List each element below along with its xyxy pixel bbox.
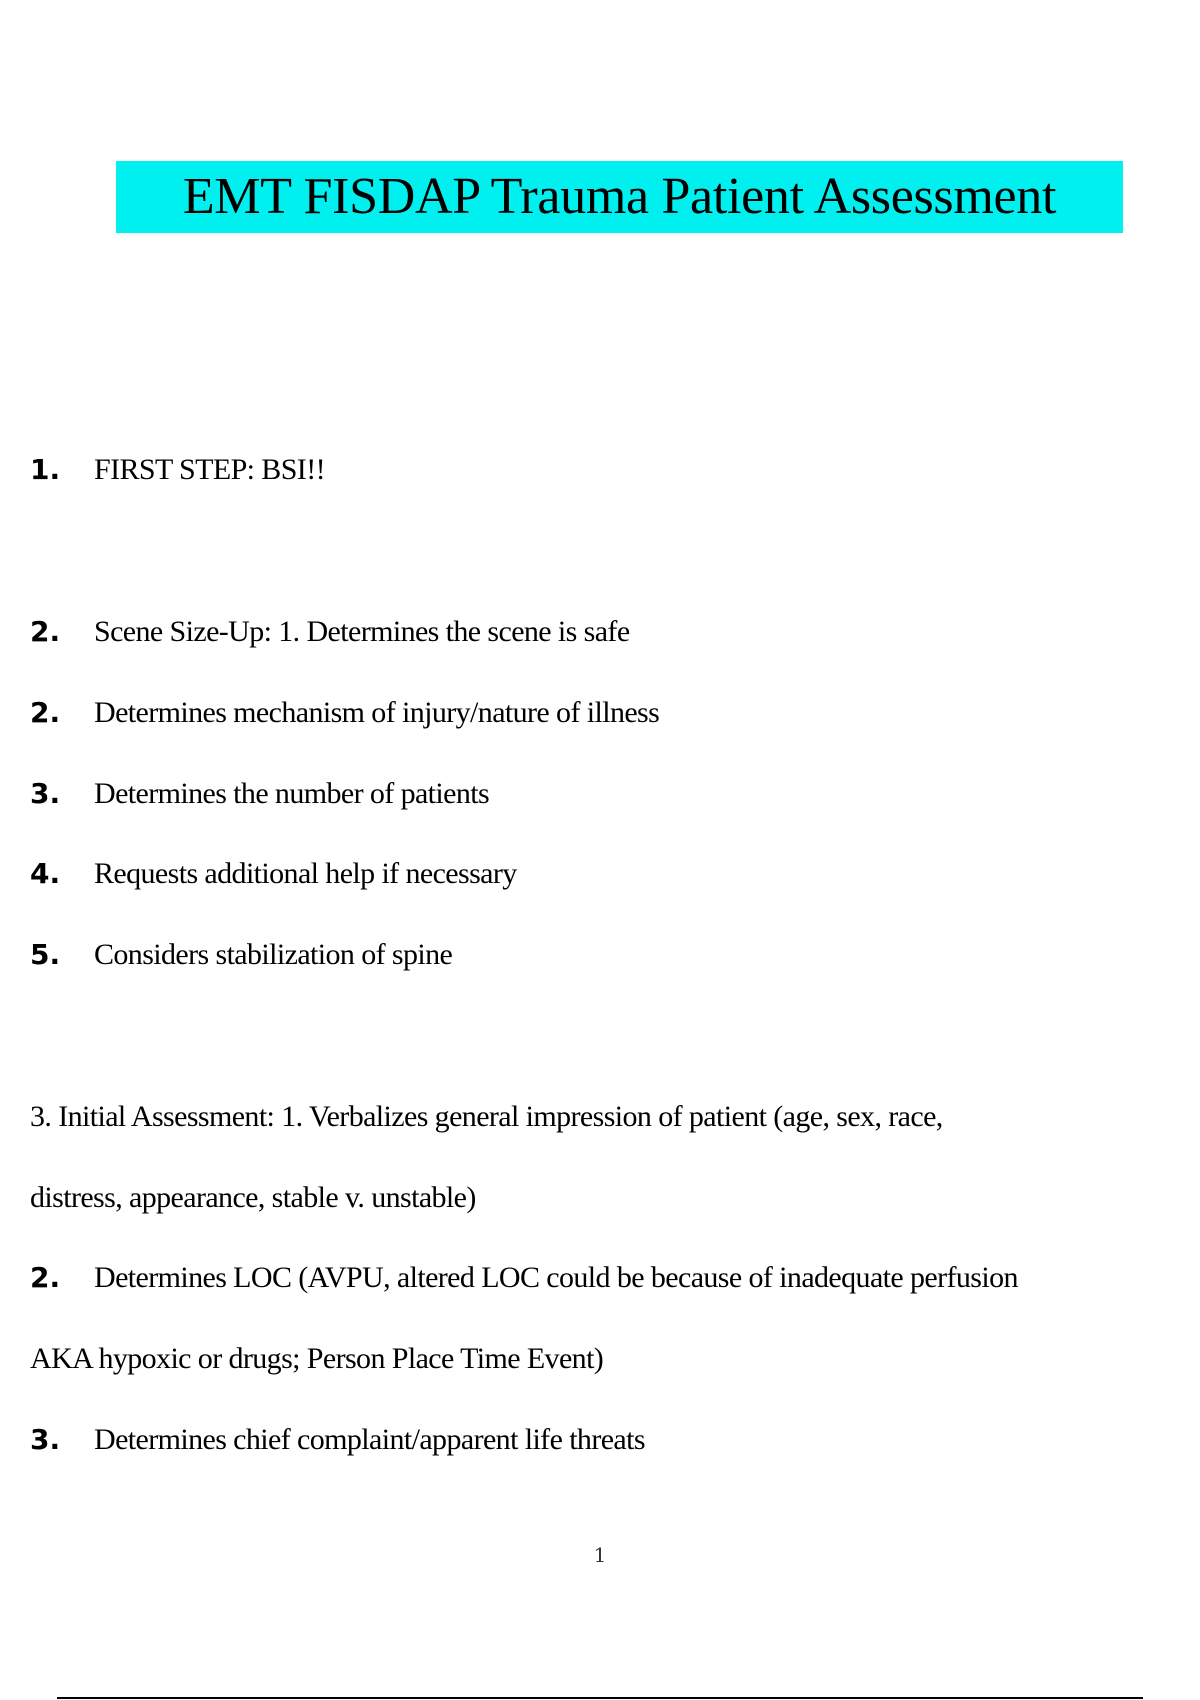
- list-item: [30, 779, 1182, 809]
- footer-divider: [57, 1697, 1143, 1699]
- paragraph-line: [30, 1102, 1182, 1132]
- paragraph-line: [30, 1183, 1182, 1213]
- list-item-text: Determines the number of patients: [94, 777, 490, 810]
- list-item-number: 2.: [30, 1261, 61, 1294]
- list-item-number: 3.: [30, 1423, 61, 1456]
- list-item-number: 3.: [30, 777, 61, 810]
- list-item: [30, 455, 1182, 485]
- list-item-text: Determines chief complaint/apparent life threats: [94, 1423, 645, 1456]
- list-item-number: 2.: [30, 615, 61, 648]
- list-item-number: 1.: [30, 453, 61, 486]
- paragraph-text: AKA hypoxic or drugs; Person Place Time Event): [30, 1342, 604, 1375]
- paragraph-text: distress, appearance, stable v. unstable): [30, 1181, 476, 1214]
- list-item-text: Determines mechanism of injury/nature of illness: [94, 696, 660, 729]
- title-highlight: [116, 161, 1123, 233]
- list-item-text: Scene Size-Up: 1. Determines the scene is safe: [94, 615, 630, 648]
- page-number: 1: [593, 1543, 607, 1567]
- list-item-number: 5.: [30, 938, 61, 971]
- paragraph-line: [30, 1344, 1182, 1374]
- list-item-text: Requests additional help if necessary: [94, 857, 517, 890]
- list-item-number: 2.: [30, 696, 61, 729]
- list-item: [30, 617, 1182, 647]
- paragraph-text: 3. Initial Assessment: 1. Verbalizes general impression of patient (age, sex, race,: [30, 1100, 943, 1133]
- list-item-text: Determines LOC (AVPU, altered LOC could be because of inadequate perfusion: [94, 1261, 1018, 1294]
- document-title: EMT FISDAP Trauma Patient Assessment: [182, 168, 1057, 225]
- list-item-text: FIRST STEP: BSI!!: [94, 453, 325, 486]
- list-item-number: 4.: [30, 857, 61, 890]
- list-item: [30, 698, 1182, 728]
- list-item: [30, 1263, 1182, 1293]
- list-item: [30, 1425, 1182, 1455]
- list-item: [30, 940, 1182, 970]
- list-item-text: Considers stabilization of spine: [94, 938, 453, 971]
- list-item: [30, 859, 1182, 889]
